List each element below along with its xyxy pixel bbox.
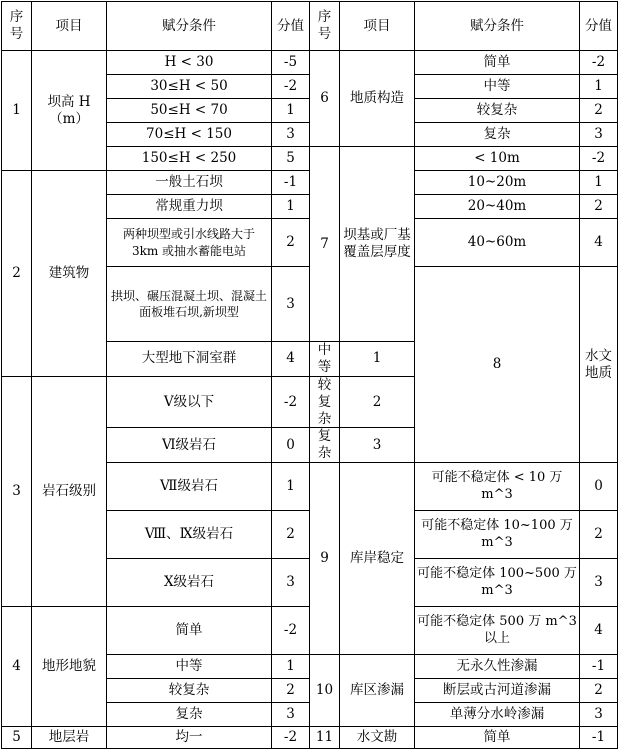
- condition-cell: 可能不稳定体 500 万 m^3 以上: [415, 607, 580, 655]
- condition-cell: Ⅹ级岩石: [107, 559, 272, 607]
- score-cell: -2: [580, 51, 618, 75]
- group-no: 11: [310, 727, 340, 749]
- condition-cell: 复杂: [107, 703, 272, 727]
- condition-cell: 大型地下洞室群: [107, 342, 272, 377]
- group-no: 1: [2, 51, 32, 171]
- condition-cell: < 10m: [415, 147, 580, 171]
- score-cell: 2: [272, 511, 310, 559]
- condition-cell: 70≤H < 150: [107, 123, 272, 147]
- score-cell: 2: [272, 219, 310, 267]
- condition-cell: 复杂: [415, 123, 580, 147]
- condition-cell: 无永久性渗漏: [415, 655, 580, 679]
- group-no: 3: [2, 376, 32, 606]
- score-cell: 1: [272, 195, 310, 219]
- score-cell: 2: [580, 195, 618, 219]
- score-cell: 4: [580, 219, 618, 267]
- condition-cell: 简单: [107, 607, 272, 655]
- score-cell: 2: [580, 99, 618, 123]
- score-cell: 1: [272, 99, 310, 123]
- score-cell: 1: [580, 171, 618, 195]
- group-no: 9: [310, 463, 340, 655]
- group-item: 库区渗漏: [340, 655, 415, 727]
- condition-cell: 复杂: [310, 428, 340, 463]
- score-cell: 3: [580, 123, 618, 147]
- score-cell: 2: [272, 679, 310, 703]
- condition-cell: Ⅶ级岩石: [107, 463, 272, 511]
- group-item: 地层岩: [32, 727, 107, 749]
- scoring-table: [1, 1, 618, 749]
- header-score: 分值: [580, 2, 618, 51]
- group-item: 岩石级别: [32, 376, 107, 606]
- score-cell: 5: [272, 147, 310, 171]
- score-cell: 3: [340, 428, 415, 463]
- score-cell: 3: [272, 267, 310, 342]
- condition-cell: 拱坝、碾压混凝土坝、混凝土面板堆石坝,新坝型: [107, 267, 272, 342]
- score-cell: 0: [272, 428, 310, 463]
- score-cell: -1: [580, 655, 618, 679]
- score-cell: -2: [272, 607, 310, 655]
- header-item: 项目: [340, 2, 415, 51]
- score-cell: 2: [580, 679, 618, 703]
- score-cell: -5: [272, 51, 310, 75]
- condition-cell: 较复杂: [415, 99, 580, 123]
- condition-cell: 较复杂: [107, 679, 272, 703]
- group-no: 2: [2, 171, 32, 377]
- score-cell: -2: [272, 727, 310, 749]
- group-no: 10: [310, 655, 340, 727]
- score-cell: -2: [580, 147, 618, 171]
- table-row: [2, 727, 618, 749]
- group-item: 水文地质: [580, 267, 618, 463]
- score-cell: 0: [580, 463, 618, 511]
- condition-cell: 常规重力坝: [107, 195, 272, 219]
- score-cell: 3: [272, 703, 310, 727]
- condition-cell: 均一: [107, 727, 272, 749]
- group-item: 地质构造: [340, 51, 415, 147]
- score-cell: -2: [272, 376, 310, 428]
- condition-cell: 简单: [415, 727, 580, 749]
- group-no: 8: [415, 267, 580, 463]
- score-cell: -2: [272, 75, 310, 99]
- group-no: 4: [2, 607, 32, 727]
- score-cell: 4: [272, 342, 310, 377]
- header-no: 序号: [2, 2, 32, 51]
- score-cell: 1: [340, 342, 415, 377]
- condition-cell: H < 30: [107, 51, 272, 75]
- condition-cell: 断层或古河道渗漏: [415, 679, 580, 703]
- score-cell: 3: [580, 703, 618, 727]
- header-item: 项目: [32, 2, 107, 51]
- condition-cell: 20~40m: [415, 195, 580, 219]
- table-row: [2, 51, 618, 75]
- condition-cell: 中等: [415, 75, 580, 99]
- group-item: 坝基或厂基覆盖层厚度: [340, 147, 415, 342]
- condition-cell: 50≤H < 70: [107, 99, 272, 123]
- score-cell: -1: [580, 727, 618, 749]
- condition-cell: 中等: [107, 655, 272, 679]
- group-no: 6: [310, 51, 340, 147]
- condition-cell: 10~20m: [415, 171, 580, 195]
- score-cell: 1: [580, 75, 618, 99]
- condition-cell: 单薄分水岭渗漏: [415, 703, 580, 727]
- condition-cell: Ⅴ级以下: [107, 376, 272, 428]
- score-cell: 1: [272, 463, 310, 511]
- score-cell: 2: [580, 511, 618, 559]
- score-cell: 3: [272, 123, 310, 147]
- header-condition: 赋分条件: [107, 2, 272, 51]
- group-no: 7: [310, 147, 340, 342]
- header-no: 序号: [310, 2, 340, 51]
- condition-cell: 较复杂: [310, 376, 340, 428]
- group-no: 5: [2, 727, 32, 749]
- condition-cell: 简单: [415, 51, 580, 75]
- score-cell: 3: [272, 559, 310, 607]
- condition-cell: 可能不稳定体 10~100 万 m^3: [415, 511, 580, 559]
- group-item: 库岸稳定: [340, 463, 415, 655]
- condition-cell: 可能不稳定体 < 10 万 m^3: [415, 463, 580, 511]
- condition-cell: 中等: [310, 342, 340, 377]
- condition-cell: Ⅵ级岩石: [107, 428, 272, 463]
- group-item: 地形地貌: [32, 607, 107, 727]
- header-score: 分值: [272, 2, 310, 51]
- condition-cell: 两种坝型或引水线路大于 3km 或抽水蓄能电站: [107, 219, 272, 267]
- header-row: [2, 2, 618, 51]
- score-cell: 2: [340, 376, 415, 428]
- score-cell: 4: [580, 607, 618, 655]
- condition-cell: Ⅷ、Ⅸ级岩石: [107, 511, 272, 559]
- score-cell: -1: [272, 171, 310, 195]
- score-cell: 3: [580, 559, 618, 607]
- condition-cell: 150≤H < 250: [107, 147, 272, 171]
- header-condition: 赋分条件: [415, 2, 580, 51]
- group-item: 建筑物: [32, 171, 107, 377]
- condition-cell: 可能不稳定体 100~500 万 m^3: [415, 559, 580, 607]
- group-item: 水文勘: [340, 727, 415, 749]
- score-cell: 1: [272, 655, 310, 679]
- condition-cell: 一般土石坝: [107, 171, 272, 195]
- condition-cell: 30≤H < 50: [107, 75, 272, 99]
- condition-cell: 40~60m: [415, 219, 580, 267]
- group-item: 坝高 H（m）: [32, 51, 107, 171]
